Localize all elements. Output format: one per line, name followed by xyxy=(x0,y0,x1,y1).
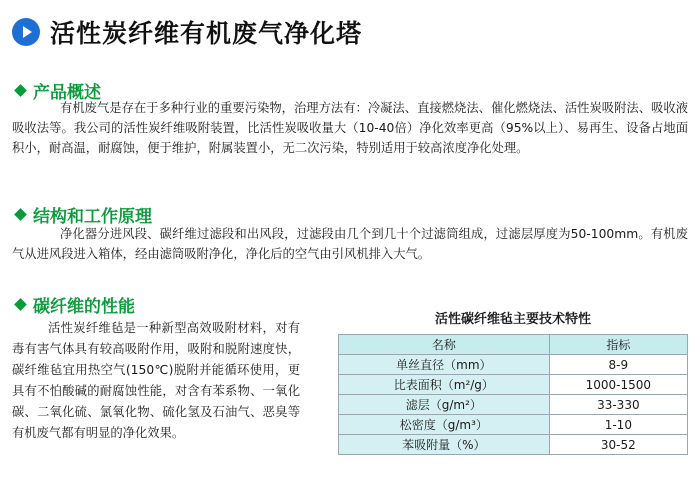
table-row xyxy=(339,375,688,395)
table-cell: 8-9 xyxy=(549,355,687,375)
page-title: 活性炭纤维有机废气净化塔 xyxy=(50,19,363,48)
tech-spec-table-block xyxy=(338,310,688,455)
table-cell: 比表面积（m²/g） xyxy=(339,375,550,395)
diamond-bullet-icon xyxy=(14,208,27,221)
table-cell: 单丝直径（mm） xyxy=(339,355,550,375)
table-row xyxy=(339,355,688,375)
structure-paragraph: 净化器分进风段、碳纤维过滤段和出风段，过滤段由几个到几十个过滤筒组成，过滤层厚度为50-100mm。有机废气从进风段进入箱体，经由滤筒吸附净化，净化后的空气由引风机排入大气。 xyxy=(12,227,688,261)
tech-spec-table xyxy=(338,334,688,455)
table-cell: 苯吸附量（%） xyxy=(339,435,550,455)
diamond-bullet-icon xyxy=(14,84,27,97)
table-cell: 30-52 xyxy=(549,435,687,455)
section-heading-label: 碳纤维的性能 xyxy=(33,297,135,317)
page-header xyxy=(12,14,362,50)
section-heading-label: 结构和工作原理 xyxy=(33,207,152,227)
overview-paragraph: 有机废气是存在于多种行业的重要污染物，治理方法有：冷凝法、直接燃烧法、催化燃烧法、活性炭吸附法、吸收液吸收法等。我公司的活性炭纤维吸附装置，比活性炭吸收量大（10-40倍）净化效率更高（95%以上）、易再生、设备占地面积小，耐高温，耐腐蚀，便于维护，附属装置小，无二次污染，特别适用于较高浓度净化处理。 xyxy=(12,101,688,155)
column-header: 名称 xyxy=(339,335,550,355)
table-title: 活性碳纤维毡主要技术特性 xyxy=(434,312,591,327)
column-header: 指标 xyxy=(549,335,687,355)
section-heading-performance xyxy=(12,292,135,317)
table-cell: 1-10 xyxy=(549,415,687,435)
table-cell: 1000-1500 xyxy=(549,375,687,395)
section-heading-label: 产品概述 xyxy=(33,83,101,103)
table-row xyxy=(339,395,688,415)
table-row xyxy=(339,415,688,435)
table-row xyxy=(339,435,688,455)
table-cell: 33-330 xyxy=(549,395,687,415)
performance-paragraph: 活性炭纤维毡是一种新型高效吸附材料，对有毒有害气体具有较高吸附作用，吸附和脱附速度快，碳纤维毡宜用热空气(150℃)脱附并能循环使用，更具有不怕酸碱的耐腐蚀性能，对含有苯系物、一氧化碳、二氧化硫、氯氧化物、硫化氢及石油气、恶臭等有机废气都有明显的净化效果。 xyxy=(12,321,300,440)
table-cell: 滤层（g/m²） xyxy=(339,395,550,415)
play-circle-icon xyxy=(12,18,40,46)
table-cell: 松密度（g/m³） xyxy=(339,415,550,435)
table-header-row xyxy=(339,335,688,355)
diamond-bullet-icon xyxy=(14,298,27,311)
